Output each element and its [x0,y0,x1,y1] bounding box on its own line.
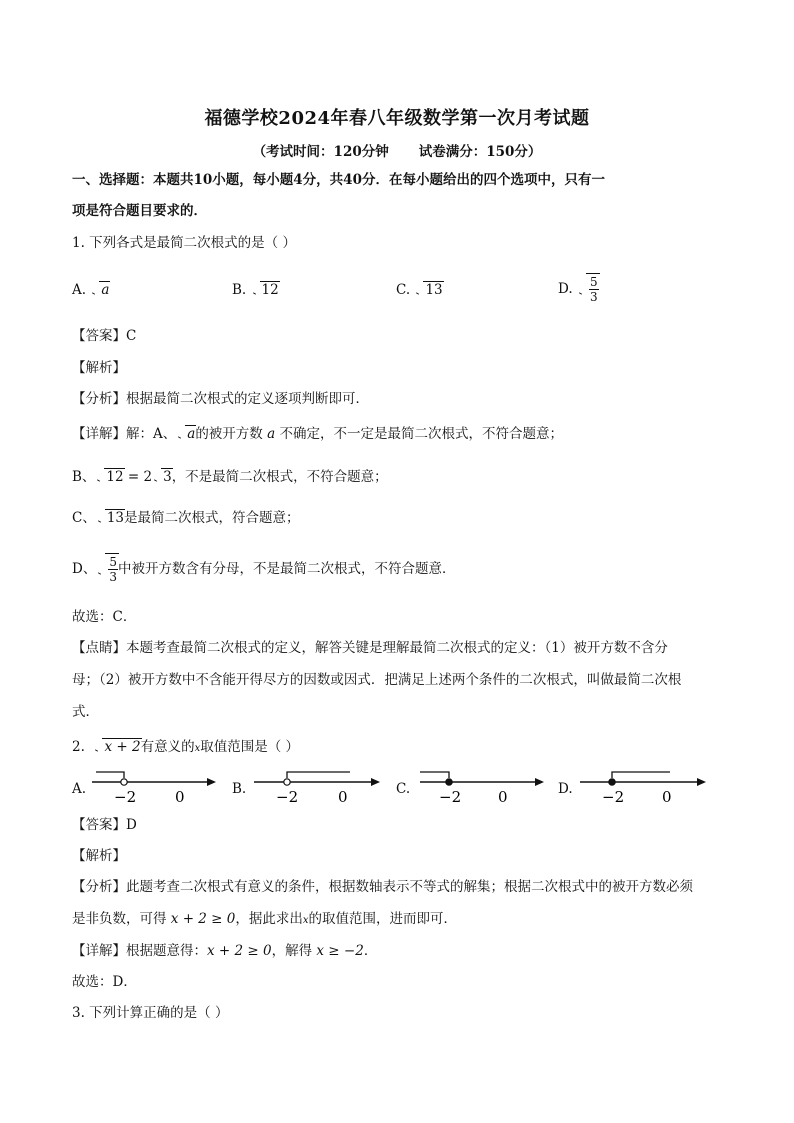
section-heading: 一、选择题：本题共10小题，每小题4分，共40分．在每小题给出的四个选项中，只有一 [72,172,605,188]
q1-dianjing-1: 【点睛】本题考查最简二次根式的定义，解答关键是理解最简二次根式的定义：（1）被开方数不含分 [72,640,668,656]
q1-detail-c: C、 13是最简二次根式，符合题意； [72,508,300,528]
tick-label: 0 [498,788,508,806]
q2-detail: 【详解】根据题意得：x + 2 ≥ 0，解得 x ≥ −2． [72,943,378,959]
q2-analysis-label: 【解析】 [72,848,126,864]
q2-option-b-label: B. [232,781,247,797]
q1-detail-a: 【详解】解：A、 a的被开方数 a 不确定，不一定是最简二次根式，不符合题意； [72,424,563,444]
q2-option-b-numberline [252,764,382,808]
tick-label: 0 [662,788,672,806]
q1-detail-d: D、 $\frac{5}{3}$ 中被开方数含有分母，不是最简二次根式，不符合题意． [72,552,455,586]
q2-option-a-numberline [88,764,218,808]
section-heading-cont: 项是符合题目要求的． [72,203,207,219]
q1-choose: 故选：C． [72,609,137,625]
q2-option-a-label: A. [72,781,87,797]
question-3-stem: 3. 下列计算正确的是（ ） [72,1005,229,1021]
q2-option-d-numberline [578,764,708,808]
q2-choose: 故选：D． [72,974,137,990]
q1-dianjing-3: 式． [72,704,99,720]
tick-label: 0 [175,788,185,806]
q2-answer: 【答案】D [72,817,137,833]
q1-dianjing-2: 母；（2）被开方数中不含能开得尽方的因数或因式．把满足上述两个条件的二次根式，叫做最简二次根 [72,672,682,688]
full-marks: 试卷满分：150分） [418,144,542,160]
exam-time: （考试时间：120分钟 [252,144,389,160]
q2-option-c-numberline [416,764,546,808]
tick-label: 0 [338,788,348,806]
tick-label: −2 [602,788,625,806]
q1-analysis-label: 【解析】 [72,360,126,376]
q1-option-c: C. 13 [396,280,443,300]
tick-label: −2 [439,788,462,806]
q1-option-d: D. $\frac{5}{3}$ [558,272,599,306]
question-1-stem: 1. 下列各式是最简二次根式的是（ ） [72,235,296,251]
tick-label: −2 [114,788,137,806]
q2-fenxi-1: 【分析】此题考查二次根式有意义的条件，根据数轴表示不等式的解集；根据二次根式中的被开方数必须 [72,879,693,895]
q2-fenxi-2: 是非负数，可得 x + 2 ≥ 0，据此求出x的取值范围，进而即可． [72,911,458,927]
question-2-stem: 2. x + 2有意义的x取值范围是（ ） [72,737,299,759]
page-title: 福德学校2024年春八年级数学第一次月考试题 [204,108,590,129]
q1-fenxi: 【分析】根据最简二次根式的定义逐项判断即可． [72,391,369,407]
q1-option-a: A. a [72,280,109,300]
q2-option-d-label: D. [558,781,573,797]
q1-answer: 【答案】C [72,328,137,344]
exam-info [0,140,794,160]
q2-option-c-label: C. [396,781,411,797]
tick-label: −2 [276,788,299,806]
q1-option-b: B. 12 [232,280,279,300]
q1-detail-b: B、 12 = 2 3，不是最简二次根式，不符合题意； [72,467,388,487]
